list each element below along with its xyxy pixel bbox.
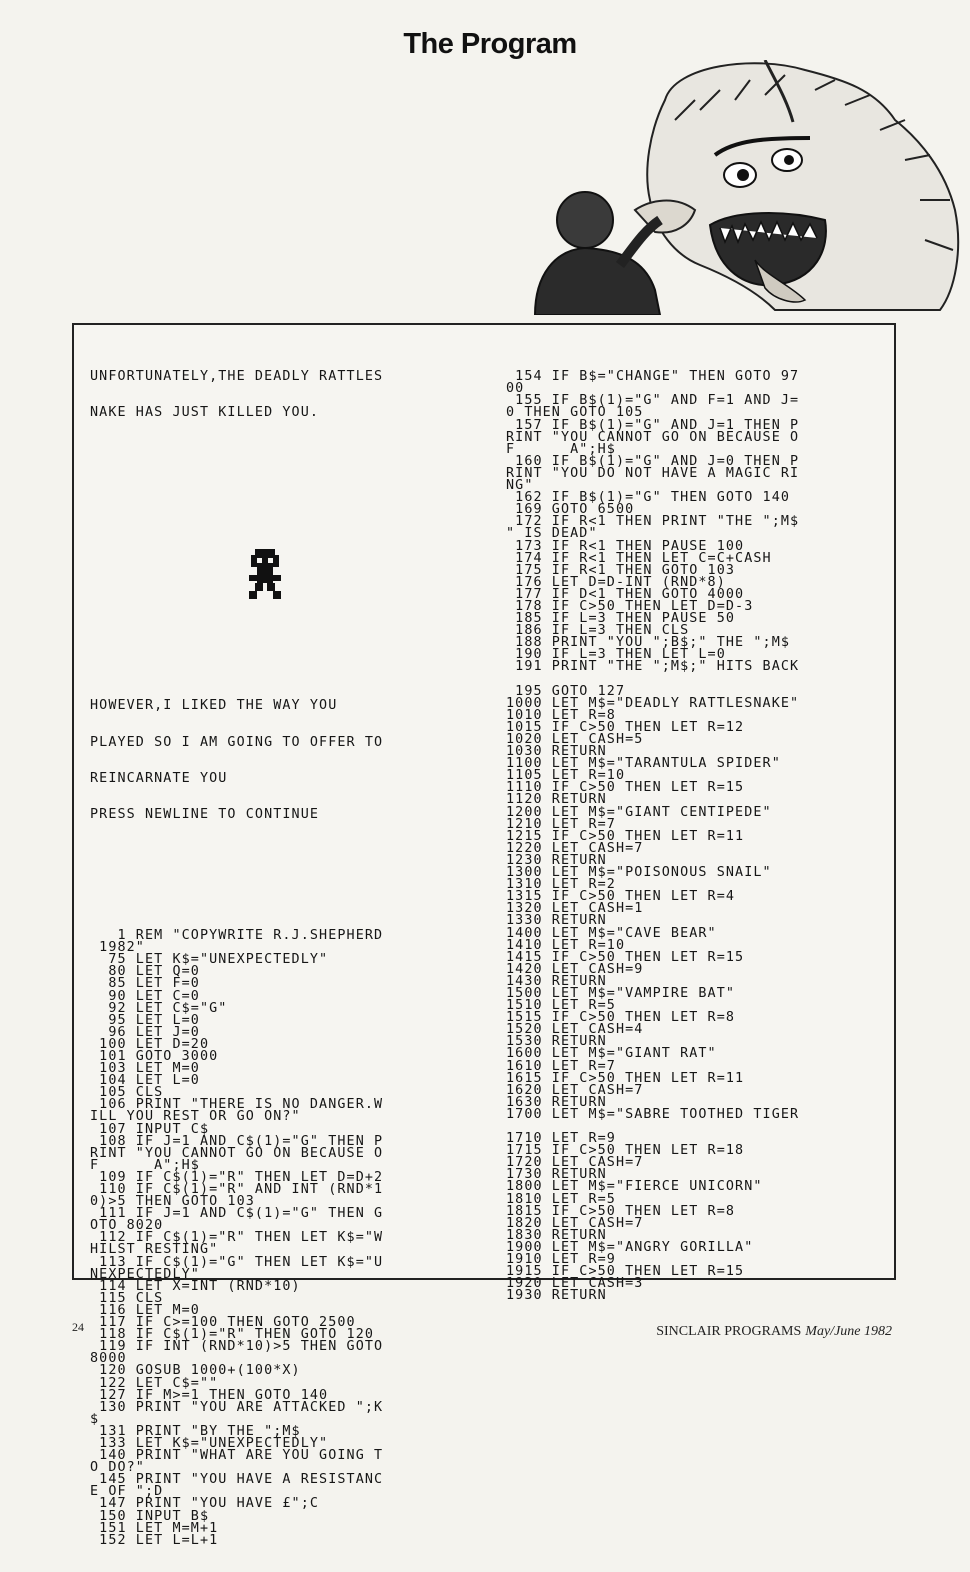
page-title: The Program	[403, 28, 577, 60]
code-line: 1615 IF C>50 THEN LET R=11	[506, 1070, 745, 1086]
code-line: 1105 LET R=10	[506, 768, 626, 784]
code-line: 108 IF J=1 AND C$(1)="G" THEN P	[90, 1133, 384, 1149]
code-line: NEXPECTEDLY"	[90, 1266, 200, 1282]
code-line: 116 LET M=0	[90, 1302, 200, 1318]
code-line: 177 IF D<1 THEN GOTO 4000	[506, 586, 745, 602]
code-line: 160 IF B$(1)="G" AND J=0 THEN P	[506, 453, 800, 469]
code-line: 106 PRINT "THERE IS NO DANGER.W	[90, 1097, 384, 1113]
code-line: 175 IF R<1 THEN GOTO 103	[506, 562, 736, 578]
code-line: 1015 IF C>50 THEN LET R=12	[506, 719, 745, 735]
code-line: 1030 RETURN	[506, 744, 607, 760]
code-line: 1810 LET R=5	[506, 1191, 616, 1207]
code-line: 173 IF R<1 THEN PAUSE 100	[506, 538, 745, 554]
listing-right-column	[506, 347, 799, 1327]
code-line: 122 LET C$=""	[90, 1375, 219, 1391]
code-line: 1620 LET CASH=7	[506, 1082, 644, 1098]
code-line: 1820 LET CASH=7	[506, 1215, 644, 1231]
code-line: RINT "YOU CANNOT GO ON BECAUSE O	[90, 1145, 384, 1161]
code-line: 1630 RETURN	[506, 1094, 607, 1110]
code-line: 152 LET L=L+1	[90, 1532, 219, 1548]
code-line: 110 IF C$(1)="R" AND INT (RND*1	[90, 1182, 384, 1197]
code-line: 1100 LET M$="TARANTULA SPIDER"	[506, 756, 781, 772]
code-line: 104 LET L=0	[90, 1073, 200, 1089]
code-line: 195 GOTO 127	[506, 683, 626, 699]
code-line: 130 PRINT "YOU ARE ATTACKED ";K	[90, 1399, 384, 1415]
code-line: 1700 LET M$="SABRE TOOTHED TIGER	[506, 1106, 800, 1122]
code-line: 176 LET D=D-INT (RND*8)	[506, 574, 726, 590]
code-line: NG"	[506, 478, 534, 494]
code-line: 105 CLS	[90, 1085, 164, 1101]
code-line: 1910 LET R=9	[506, 1252, 616, 1268]
code-line: 00	[506, 381, 525, 397]
code-line: 1510 LET R=5	[506, 998, 616, 1014]
code-line: 115 CLS	[90, 1290, 164, 1306]
code-line: 147 PRINT "YOU HAVE £";C	[90, 1496, 320, 1512]
issue-date: May/June 1982	[805, 1324, 892, 1339]
code-line: 96 LET J=0	[90, 1024, 200, 1040]
code-line: 117 IF C>=100 THEN GOTO 2500	[90, 1315, 356, 1331]
code-line: 190 IF L=3 THEN LET L=0	[506, 647, 726, 663]
code-line: 1410 LET R=10	[506, 937, 626, 953]
code-line: 1020 LET CASH=5	[506, 732, 644, 747]
code-line: RINT "YOU DO NOT HAVE A MAGIC RI	[506, 465, 800, 481]
code-line: RINT "YOU CANNOT GO ON BECAUSE O	[506, 429, 800, 445]
code-line: 0)>5 THEN GOTO 103	[90, 1194, 255, 1210]
code-line: 1 REM "COPYWRITE R.J.SHEPHERD	[90, 928, 384, 944]
code-line: 174 IF R<1 THEN LET C=C+CASH	[506, 550, 772, 566]
output-line: NAKE HAS JUST KILLED YOU.	[90, 405, 320, 421]
code-line: 145 PRINT "YOU HAVE A RESISTANC	[90, 1472, 384, 1488]
code-line: 1600 LET M$="GIANT RAT"	[506, 1046, 717, 1062]
code-line: 1120 RETURN	[506, 792, 607, 808]
code-line: 1400 LET M$="CAVE BEAR"	[506, 925, 717, 941]
code-line: O DO?"	[90, 1460, 145, 1476]
code-line: 1500 LET M$="VAMPIRE BAT"	[506, 985, 736, 1001]
code-line: 1210 LET R=7	[506, 816, 616, 832]
code-line: 1420 LET CASH=9	[506, 961, 644, 977]
output-line: PRESS NEWLINE TO CONTINUE	[90, 807, 320, 823]
code-line: 1530 RETURN	[506, 1034, 607, 1050]
code-line: 1000 LET M$="DEADLY RATTLESNAKE"	[506, 695, 800, 711]
code-line: HILST RESTING"	[90, 1242, 219, 1258]
code-line: 186 IF L=3 THEN CLS	[506, 623, 690, 639]
publication-name: SINCLAIR PROGRAMS	[656, 1324, 802, 1339]
code-line: 90 LET C=0	[90, 988, 200, 1004]
code-line: 1920 LET CASH=3	[506, 1276, 644, 1292]
code-line: 1310 LET R=2	[506, 877, 616, 893]
code-line: 1110 IF C>50 THEN LET R=15	[506, 780, 745, 796]
code-line: 1930 RETURN	[506, 1288, 607, 1304]
page-number: 24	[72, 1320, 84, 1334]
code-line: 1720 LET CASH=7	[506, 1155, 644, 1171]
code-line: 118 IF C$(1)="R" THEN GOTO 120	[90, 1327, 375, 1343]
code-line: 1415 IF C>50 THEN LET R=15	[506, 949, 745, 965]
code-line: 150 INPUT B$	[90, 1508, 210, 1524]
code-line: 1815 IF C>50 THEN LET R=8	[506, 1203, 736, 1219]
code-line: 1320 LET CASH=1	[506, 901, 644, 917]
code-line: 113 IF C$(1)="G" THEN LET K$="U	[90, 1254, 384, 1270]
code-line: 157 IF B$(1)="G" AND J=1 THEN P	[506, 417, 800, 433]
code-line: 1315 IF C>50 THEN LET R=4	[506, 889, 736, 905]
code-line: 178 IF C>50 THEN LET D=D-3	[506, 598, 754, 614]
code-line: 1200 LET M$="GIANT CENTIPEDE"	[506, 804, 772, 820]
code-line: 109 IF C$(1)="R" THEN LET D=D+2	[90, 1169, 384, 1185]
code-line: 188 PRINT "YOU ";B$;" THE ";M$	[506, 635, 791, 651]
code-line: 8000	[90, 1351, 127, 1367]
code-line: 1982"	[90, 940, 145, 956]
code-line: 127 IF M>=1 THEN GOTO 140	[90, 1387, 329, 1403]
code-line: 185 IF L=3 THEN PAUSE 50	[506, 611, 736, 627]
code-line: 140 PRINT "WHAT ARE YOU GOING T	[90, 1448, 384, 1464]
code-line: " IS DEAD"	[506, 526, 598, 542]
code-line: 92 LET C$="G"	[90, 1000, 228, 1016]
code-line: 107 INPUT C$	[90, 1121, 210, 1137]
skull-crossbones-icon	[245, 549, 285, 609]
code-line: 162 IF B$(1)="G" THEN GOTO 140	[506, 490, 791, 506]
code-line: 1520 LET CASH=4	[506, 1022, 644, 1038]
listing-left-column	[90, 347, 383, 1571]
code-line: 1230 RETURN	[506, 852, 607, 868]
code-line: 95 LET L=0	[90, 1012, 200, 1028]
code-line: 101 GOTO 3000	[90, 1048, 219, 1064]
code-line: 1215 IF C>50 THEN LET R=11	[506, 828, 745, 844]
code-line: 114 LET X=INT (RND*10)	[90, 1278, 301, 1294]
code-line: ILL YOU REST OR GO ON?"	[90, 1109, 301, 1125]
code-line: E OF ";D	[90, 1484, 164, 1500]
code-line: 0 THEN GOTO 105	[506, 405, 644, 421]
code-line: 169 GOTO 6500	[506, 502, 635, 518]
code-line: 112 IF C$(1)="R" THEN LET K$="W	[90, 1230, 384, 1246]
code-line: 1300 LET M$="POISONOUS SNAIL"	[506, 865, 772, 881]
gorilla-illustration	[525, 60, 965, 315]
code-line: 75 LET K$="UNEXPECTEDLY"	[90, 952, 329, 968]
code-line: 119 IF INT (RND*10)>5 THEN GOTO	[90, 1339, 384, 1355]
code-line: 80 LET Q=0	[90, 964, 200, 980]
output-line: UNFORTUNATELY,THE DEADLY RATTLES	[90, 369, 384, 385]
code-line: 154 IF B$="CHANGE" THEN GOTO 97	[506, 369, 800, 385]
code-line: 1430 RETURN	[506, 973, 607, 989]
code-line: 151 LET M=M+1	[90, 1520, 219, 1536]
code-line: 1730 RETURN	[506, 1167, 607, 1183]
code-line: 1800 LET M$="FIERCE UNICORN"	[506, 1179, 763, 1195]
code-line: 1010 LET R=8	[506, 707, 616, 723]
code-line: 120 GOSUB 1000+(100*X)	[90, 1363, 301, 1379]
code-line: 85 LET F=0	[90, 976, 200, 992]
code-line: 1915 IF C>50 THEN LET R=15	[506, 1264, 745, 1280]
code-line: 1830 RETURN	[506, 1227, 607, 1243]
code-line: 1515 IF C>50 THEN LET R=8	[506, 1010, 736, 1026]
output-line: PLAYED SO I AM GOING TO OFFER TO	[90, 734, 384, 750]
output-line: HOWEVER,I LIKED THE WAY YOU	[90, 698, 338, 714]
code-line: 191 PRINT "THE ";M$;" HITS BACK	[506, 659, 800, 675]
code-line: 133 LET K$="UNEXPECTEDLY"	[90, 1435, 329, 1451]
code-line: 1610 LET R=7	[506, 1058, 616, 1074]
code-line: 131 PRINT "BY THE ";M$	[90, 1423, 301, 1439]
code-line: $	[90, 1411, 100, 1427]
code-line: 111 IF J=1 AND C$(1)="G" THEN G	[90, 1206, 384, 1222]
footer-publication	[656, 1324, 892, 1340]
code-line: 1900 LET M$="ANGRY GORILLA"	[506, 1239, 754, 1255]
output-line: REINCARNATE YOU	[90, 770, 228, 786]
code-line: 155 IF B$(1)="G" AND F=1 AND J=	[506, 393, 800, 409]
code-line: 1710 LET R=9	[506, 1131, 616, 1147]
code-line: 1330 RETURN	[506, 913, 607, 929]
code-line: 100 LET D=20	[90, 1036, 210, 1052]
code-line: 103 LET M=0	[90, 1061, 200, 1077]
code-line: 1715 IF C>50 THEN LET R=18	[506, 1143, 745, 1159]
code-line: OTO 8020	[90, 1218, 164, 1234]
code-line: 172 IF R<1 THEN PRINT "THE ";M$	[506, 514, 800, 530]
code-line: F A";H$	[90, 1157, 200, 1173]
code-line: F A";H$	[506, 441, 616, 457]
code-line: 1220 LET CASH=7	[506, 840, 644, 856]
